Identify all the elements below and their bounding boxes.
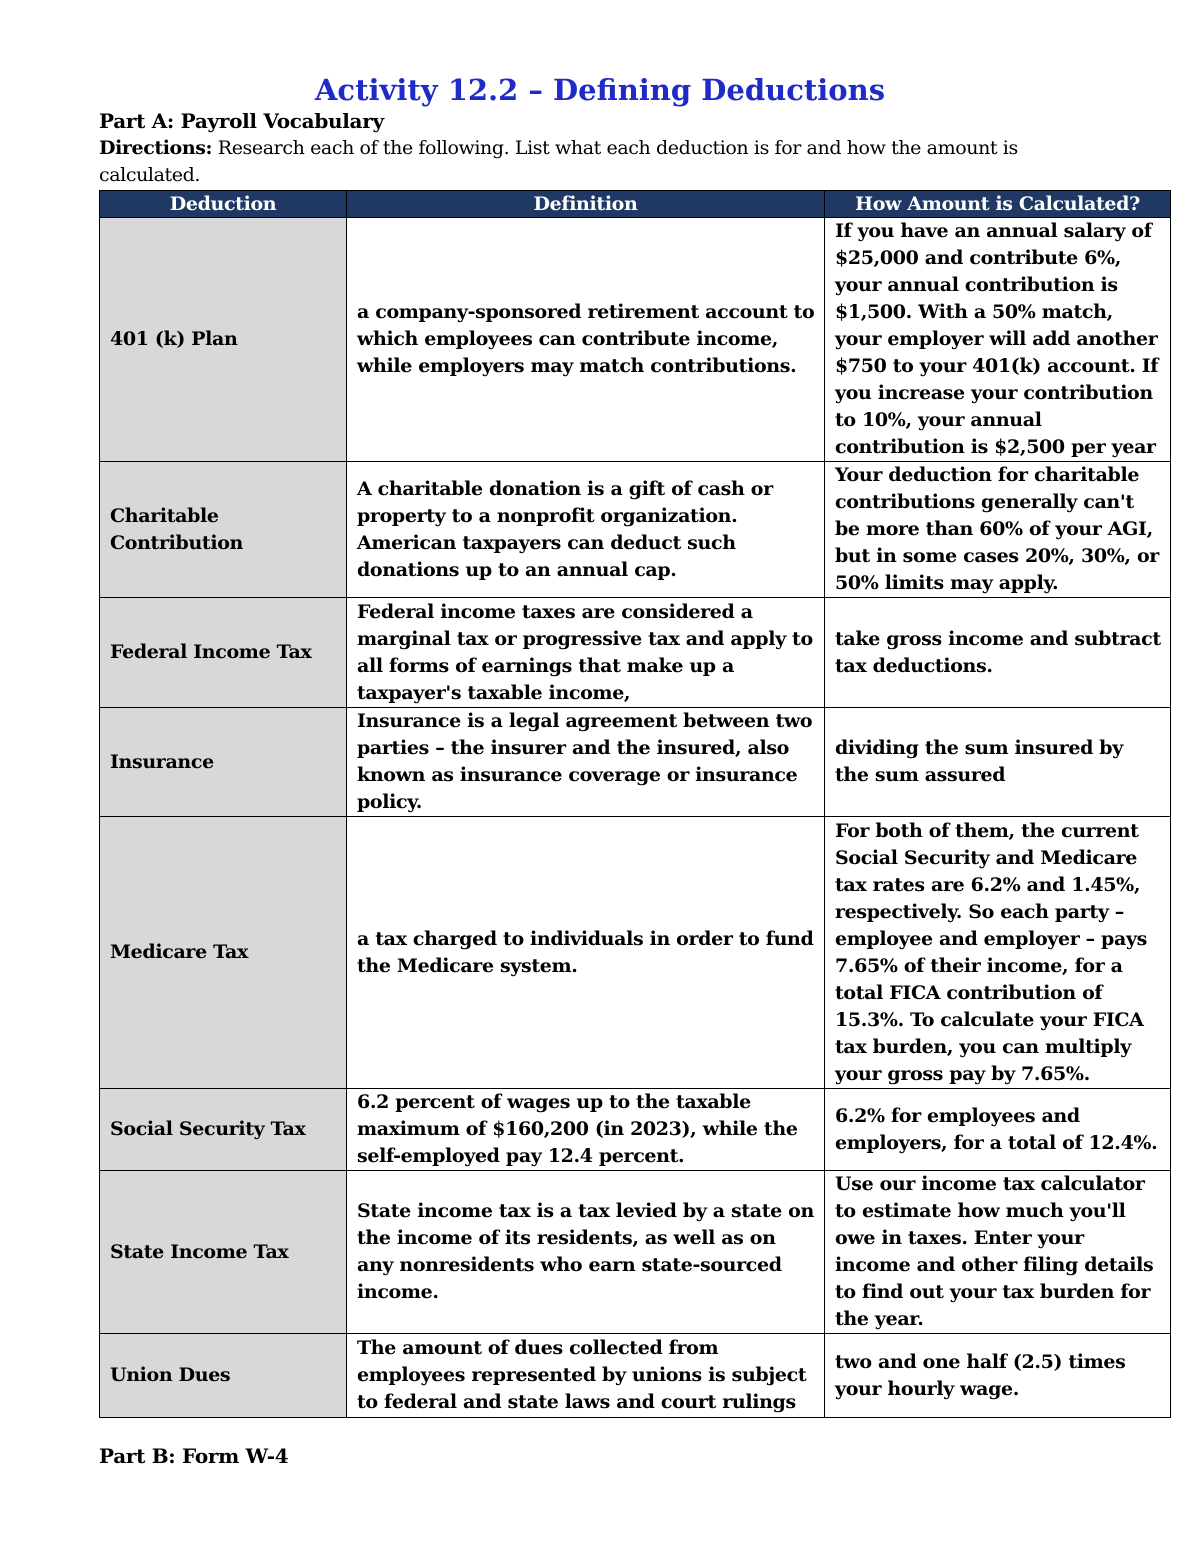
table-row bbox=[100, 1171, 1171, 1334]
calculation-cell: 6.2% for employees and employers, for a total of 12.4%. bbox=[825, 1089, 1171, 1171]
directions-paragraph bbox=[99, 135, 1099, 189]
directions-text: Research each of the following. List what each deduction is for and how the amount is calculated. bbox=[99, 137, 1018, 186]
page-title: Activity 12.2 – Defining Deductions bbox=[314, 73, 886, 107]
definition-cell: 6.2 percent of wages up to the taxable maximum of $160,200 (in 2023), while the self-employed pay 12.4 percent. bbox=[347, 1089, 825, 1171]
definition-cell: Insurance is a legal agreement between two parties – the insurer and the insured, also known as insurance coverage or insurance policy. bbox=[347, 708, 825, 817]
deduction-cell: Charitable Contribution bbox=[100, 462, 347, 598]
calculation-cell: dividing the sum insured by the sum assured bbox=[825, 708, 1171, 817]
table-header-row bbox=[100, 191, 1171, 218]
definition-cell: The amount of dues collected from employees represented by unions is subject to federal and state laws and court rulings bbox=[347, 1334, 825, 1418]
header-deduction: Deduction bbox=[100, 191, 347, 218]
table-row bbox=[100, 1089, 1171, 1171]
calculation-cell: If you have an annual salary of $25,000 and contribute 6%, your annual contribution is $1,500. With a 50% match, your employer will add another $750 to your 401(k) account. If you increase your contribution to 10%, your annual contribution is $2,500 per year bbox=[825, 218, 1171, 462]
definition-cell: Federal income taxes are considered a marginal tax or progressive tax and apply to all forms of earnings that make up a taxpayer's taxable income, bbox=[347, 598, 825, 708]
definition-cell: A charitable donation is a gift of cash or property to a nonprofit organization. American taxpayers can deduct such donations up to an annual cap. bbox=[347, 462, 825, 598]
deduction-cell: 401 (k) Plan bbox=[100, 218, 347, 462]
table-row bbox=[100, 462, 1171, 598]
deduction-cell: Union Dues bbox=[100, 1334, 347, 1418]
deduction-cell: State Income Tax bbox=[100, 1171, 347, 1334]
deduction-cell: Insurance bbox=[100, 708, 347, 817]
header-definition: Definition bbox=[347, 191, 825, 218]
calculation-cell: take gross income and subtract tax deductions. bbox=[825, 598, 1171, 708]
header-calculation: How Amount is Calculated? bbox=[825, 191, 1171, 218]
deductions-table bbox=[99, 190, 1171, 1418]
calculation-cell: two and one half (2.5) times your hourly wage. bbox=[825, 1334, 1171, 1418]
calculation-cell: Use our income tax calculator to estimate how much you'll owe in taxes. Enter your income and other filing details to find out your tax burden for the year. bbox=[825, 1171, 1171, 1334]
table-row bbox=[100, 1334, 1171, 1418]
directions-label: Directions: bbox=[99, 137, 213, 159]
deduction-cell: Social Security Tax bbox=[100, 1089, 347, 1171]
deduction-cell: Medicare Tax bbox=[100, 817, 347, 1089]
calculation-cell: For both of them, the current Social Security and Medicare tax rates are 6.2% and 1.45%, respectively. So each party – employee and employer – pays 7.65% of their income, for a total FICA contribution of 15.3%. To calculate your FICA tax burden, you can multiply your gross pay by 7.65%. bbox=[825, 817, 1171, 1089]
definition-cell: a tax charged to individuals in order to fund the Medicare system. bbox=[347, 817, 825, 1089]
table-row bbox=[100, 218, 1171, 462]
part-b-heading: Part B: Form W-4 bbox=[99, 1444, 289, 1468]
definition-cell: State income tax is a tax levied by a state on the income of its residents, as well as on any nonresidents who earn state-sourced income. bbox=[347, 1171, 825, 1334]
table-row bbox=[100, 598, 1171, 708]
deduction-cell: Federal Income Tax bbox=[100, 598, 347, 708]
definition-cell: a company-sponsored retirement account to which employees can contribute income, while employers may match contributions. bbox=[347, 218, 825, 462]
part-a-heading: Part A: Payroll Vocabulary bbox=[99, 109, 384, 133]
table-row bbox=[100, 708, 1171, 817]
calculation-cell: Your deduction for charitable contributions generally can't be more than 60% of your AGI, but in some cases 20%, 30%, or 50% limits may apply. bbox=[825, 462, 1171, 598]
table-row bbox=[100, 817, 1171, 1089]
